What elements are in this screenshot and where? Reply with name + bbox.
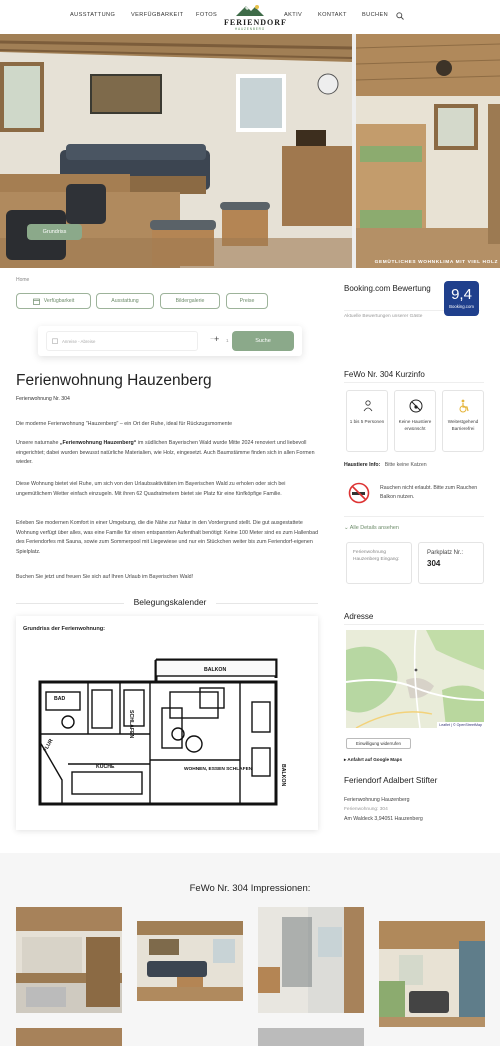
booking-score-badge[interactable]: [444, 281, 479, 316]
room-label: WOHNEN, ESSEN SCHLAFEN: [184, 767, 253, 772]
gallery-thumb-bathroom[interactable]: [258, 907, 364, 1013]
chevron-down-icon: ⌄: [344, 525, 350, 531]
tab-preise[interactable]: [226, 293, 268, 309]
wheelchair-icon: [458, 399, 470, 413]
room-label: BALKON: [204, 667, 227, 673]
no-smoking-icon: [348, 482, 370, 504]
nav-buchen[interactable]: BUCHEN: [362, 12, 389, 18]
floorplan-drawing[interactable]: [32, 652, 302, 812]
details-link[interactable]: [344, 525, 399, 531]
external-link-icon: ▸: [344, 757, 348, 762]
description-paragraph-3: Erleben Sie modernen Komfort in einer Umgebung, die die Nähe zur Natur in den Vordergrund stellt. Die gut ausgestattete Wohnung verfügt über alles, was eine Familie für einen entspannten Aufenthalt benötigt: Keine 100 Meter sind es zum Hallenbad des Feriendorfes mit Sauna, sowie zum Sommerpool mit Liegewiese und nur ein Stückchen weiter bis zum Feriendorf-eigenen Spielplatz.: [16, 520, 319, 555]
info-label: Keine Haustiere erwünscht: [398, 419, 432, 431]
room-label: BALKON: [280, 764, 286, 787]
consent-revoke-button[interactable]: Einwilligung widerrufen: [346, 738, 411, 749]
google-maps-link[interactable]: [344, 757, 402, 763]
hero-photo-bunk-room[interactable]: [356, 34, 500, 268]
parking-label: Parkplatz Nr.:: [427, 550, 464, 556]
tab-label: Ausstattung: [111, 298, 139, 304]
address-title: Adresse: [344, 612, 374, 621]
floorplan-button[interactable]: Grundriss: [27, 224, 82, 240]
text-part: Unsere naturnahe: [16, 440, 60, 446]
calendar-heading: Belegungskalender: [124, 597, 217, 607]
search-button[interactable]: Suche: [232, 331, 294, 351]
logo-subtitle: HAUZENBERG: [234, 27, 266, 31]
highlight-name: „Ferienwohnung Hauzenberg“: [59, 440, 137, 446]
tab-verfuegbarkeit[interactable]: [16, 293, 91, 309]
gallery-thumb-living-room[interactable]: [137, 921, 243, 1001]
nav-verfuegbarkeit[interactable]: VERFÜGBARKEIT: [131, 12, 184, 18]
booking-score: 9,4: [451, 286, 472, 303]
date-range-input[interactable]: [46, 331, 198, 351]
info-box-pets: [394, 390, 436, 452]
date-range-placeholder: Anreise - Abreise: [62, 339, 96, 344]
room-label: FLUR: [42, 738, 55, 753]
description-paragraph-1: [16, 439, 318, 468]
plus-icon[interactable]: +: [214, 334, 220, 344]
entrance-label: Ferienwohnung Hauzenberg Eingang:: [353, 550, 400, 562]
pets-info: [344, 462, 427, 468]
address-line-2: Ferienwohnung: 304: [344, 807, 388, 812]
text-part: im südlichen Bayerischen Wald wurde Mitte 2024 renoviert und liebevoll eingerichtet; dabei wurden bewusst natürliche Materialien, wie Holz, eingesetzt. Auch Baumstämme finden sich in allen Formen wieder.: [16, 440, 315, 466]
pets-info-value: Bitte keine Katzen: [384, 462, 427, 468]
floorplan-title: Grundriss der Ferienwohnung:: [23, 626, 106, 632]
booking-bar: [38, 326, 302, 356]
floorplan-card: [16, 616, 318, 830]
intro-paragraph: Die moderne Ferienwohnung "Hauzenberg" – ein Ort der Ruhe, ideal für Rückzugsmomente: [16, 421, 233, 427]
gallery-thumb-bedroom[interactable]: [379, 921, 485, 1027]
page-title: Ferienwohnung Hauzenberg: [16, 372, 212, 389]
google-maps-link-label: Anfahrt auf Google Maps: [347, 757, 403, 762]
breadcrumb[interactable]: Home: [16, 277, 30, 283]
apartment-number: Ferienwohnung Nr. 304: [16, 396, 70, 402]
location-map[interactable]: [346, 630, 484, 728]
info-label: Weitestgehend Barrierefrei: [447, 419, 479, 431]
search-icon[interactable]: [396, 12, 404, 20]
calendar-icon: [33, 298, 40, 305]
gallery-thumb-kitchen[interactable]: [16, 907, 122, 1013]
entrance-box: [346, 542, 412, 584]
tab-label: Bildergalerie: [175, 298, 205, 304]
impressions-title: FeWo Nr. 304 Impressionen:: [189, 883, 311, 894]
room-label: SCHLAFEN: [128, 710, 134, 739]
map-attribution[interactable]: Leaflet | © OpenStreetMap: [439, 723, 482, 727]
nav-fotos[interactable]: FOTOS: [196, 12, 218, 18]
address-line-3: Am Waldeck 3,94051 Hauzenberg: [344, 816, 423, 822]
parking-box: [418, 542, 484, 584]
room-label: BAD: [54, 696, 66, 702]
logo-title: FERIENDORF: [224, 18, 287, 27]
kurzinfo-title: FeWo Nr. 304 Kurzinfo: [344, 370, 425, 379]
booking-brand: Booking.com: [449, 304, 474, 309]
tab-label: Preise: [239, 298, 255, 304]
hero-caption: GEMÜTLICHES WOHNKLIMA MIT VIEL HOLZ: [374, 260, 498, 265]
nav-aktiv[interactable]: AKTIV: [284, 12, 303, 18]
top-navigation: [0, 0, 500, 34]
gallery-thumb-5[interactable]: [16, 1028, 122, 1046]
nav-kontakt[interactable]: KONTAKT: [318, 12, 347, 18]
address-line-1: Ferienwohnung Hauzenberg: [344, 797, 410, 803]
no-pets-icon: [409, 399, 423, 413]
tab-ausstattung[interactable]: [96, 293, 154, 309]
person-icon: [363, 400, 373, 412]
nav-ausstattung[interactable]: AUSSTATTUNG: [70, 12, 116, 18]
rating-subtitle: Aktuelle Bewertungen unserer Gäste: [344, 314, 423, 319]
description-paragraph-2: Diese Wohnung bietet viel Ruhe, um sich von den Urlaubsaktivitäten im Bayerischen Wald zu erholen oder sich bei ungemütlichem Wetter einfach einzugeln. Mit ihren 62 Quadratmetern bietet sie Platz für eine fünfköpfige Familie.: [16, 481, 286, 497]
minus-icon[interactable]: −: [210, 336, 215, 343]
room-label: KÜCHE: [96, 764, 115, 770]
calendar-icon: [52, 338, 58, 344]
logo[interactable]: [224, 3, 287, 33]
smoking-info: Rauchen nicht erlaubt. Bitte zum Rauchen Balkon nutzen.: [380, 485, 478, 500]
details-link-label: Alle Details ansehen: [349, 525, 399, 531]
tab-bildergalerie[interactable]: [160, 293, 220, 309]
gallery-thumb-6[interactable]: [137, 1040, 243, 1046]
impressions-section: [0, 853, 500, 1046]
guest-count: 1: [226, 338, 229, 343]
tab-label: Verfügbarkeit: [43, 298, 75, 304]
mountain-logo-icon: [235, 3, 265, 16]
pets-info-label: Haustiere Info:: [344, 462, 381, 468]
info-box-persons: [346, 390, 388, 452]
parking-value: 304: [427, 559, 441, 568]
gallery-thumb-8[interactable]: [379, 1040, 485, 1046]
info-box-accessibility: [442, 390, 484, 452]
closing-paragraph: Buchen Sie jetzt und freuen Sie sich auf Ihren Urlaub im Bayerischen Wald!: [16, 574, 194, 580]
info-label: 1 bis 5 Personen: [349, 419, 385, 424]
gallery-thumb-7[interactable]: [258, 1028, 364, 1046]
address-name: Feriendorf Adalbert Stifter: [344, 776, 438, 785]
rating-title: Booking.com Bewertung: [344, 284, 431, 293]
